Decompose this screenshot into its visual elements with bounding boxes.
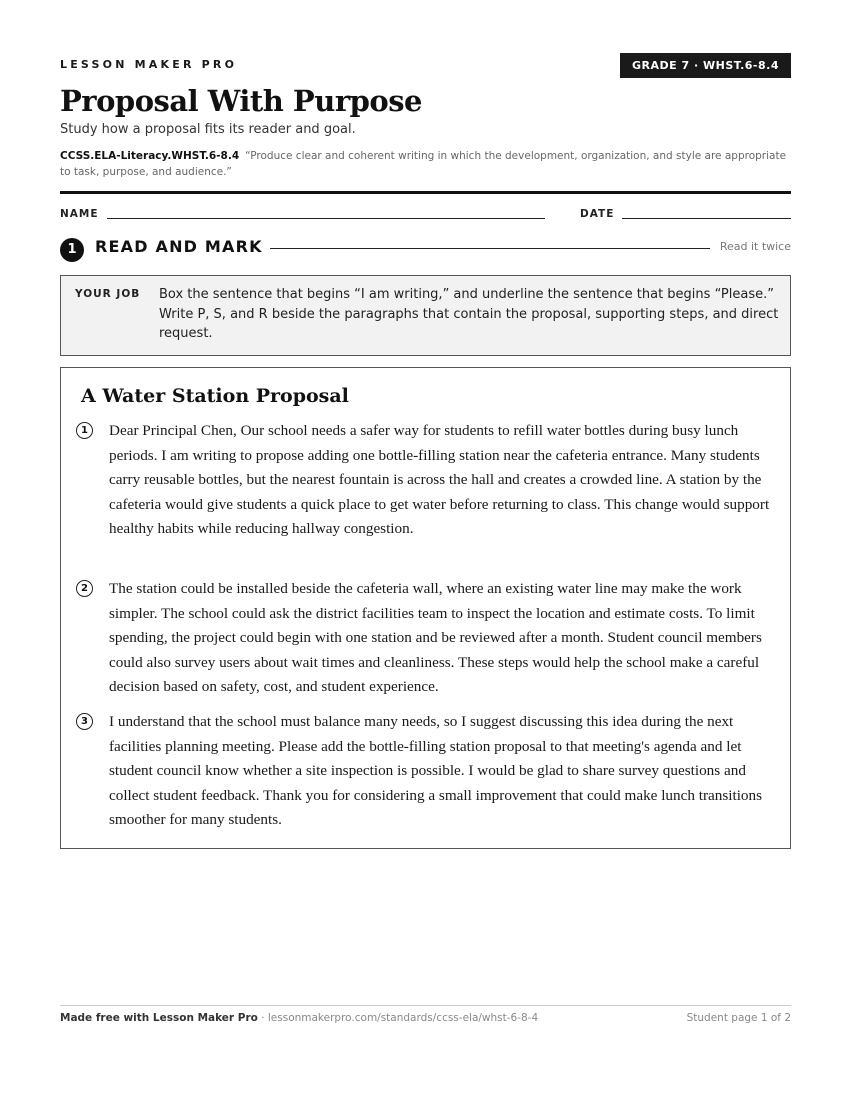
- footer-credit: [60, 1012, 538, 1024]
- date-field[interactable]: [622, 218, 791, 219]
- header-divider: [60, 191, 791, 194]
- your-job-box: [60, 275, 791, 356]
- your-job-label: YOUR JOB: [75, 288, 141, 300]
- page-subtitle: Study how a proposal fits its reader and goal.: [60, 122, 356, 137]
- standard-statement: [60, 148, 791, 180]
- footer-page-number: Student page 1 of 2: [686, 1012, 791, 1024]
- page-title: Proposal With Purpose: [60, 84, 422, 118]
- section-title: READ AND MARK: [95, 237, 263, 256]
- footer-separator: ·: [257, 1012, 268, 1024]
- paragraph-text: Dear Principal Chen, Our school needs a safer way for students to refill water bottles during busy lunch periods. I am writing to propose adding one bottle-filling station near the cafeteria entrance. Many students carry reusable bottles, but the nearest fountain is across the hall and creates a crowded line. A station by the cafeteria would give students a quick place to get water before returning to class. This change would support healthy habits while reducing hallway congestion.: [109, 422, 770, 538]
- standard-code: CCSS.ELA-Literacy.WHST.6-8.4: [60, 150, 240, 162]
- worksheet-page: [60, 0, 791, 1100]
- brand-name: LESSON MAKER PRO: [60, 58, 238, 71]
- your-job-instructions: Box the sentence that begins “I am writing,” and underline the sentence that begins “Please.” Write P, S, and R beside the paragraphs that contain the proposal, supporting steps, and direct request.: [159, 287, 779, 341]
- name-label: NAME: [60, 208, 99, 220]
- section-number-badge: 1: [60, 238, 84, 262]
- footer-url: lessonmakerpro.com/standards/ccss-ela/whst-6-8-4: [267, 1012, 539, 1024]
- paragraph-number: 1: [76, 422, 93, 439]
- date-label: DATE: [580, 208, 615, 220]
- grade-badge: GRADE 7 · WHST.6-8.4: [620, 53, 791, 78]
- reading-passage: [60, 367, 791, 849]
- paragraph-text: The station could be installed beside the cafeteria wall, where an existing water line may make the work simpler. The school could ask the district facilities team to inspect the location and estimate costs. To limit spending, the project could begin with one station and be reviewed after a month. Student council members could also survey users about wait times and cleanliness. These steps would help the school make a careful decision based on safety, cost, and student experience.: [109, 580, 762, 696]
- paragraph-number: 2: [76, 580, 93, 597]
- passage-title: A Water Station Proposal: [81, 385, 349, 407]
- footer-divider: [60, 1005, 791, 1006]
- section-divider: [270, 248, 710, 249]
- paragraph-text: I understand that the school must balance many needs, so I suggest discussing this idea during the next facilities planning meeting. Please add the bottle-filling station proposal to that meeting's agenda and let student council know whether a site inspection is possible. I would be glad to share survey questions and collect student feedback. Thank you for considering a small improvement that could make lunch transitions smoother for many students.: [109, 713, 763, 829]
- name-field[interactable]: [107, 218, 545, 219]
- footer-credit-text: Made free with Lesson Maker Pro: [60, 1012, 258, 1024]
- standard-text: “Produce clear and coherent writing in which the development, organization, and style are appropriate to task, purpose, and audience.”: [60, 150, 787, 178]
- section-note: Read it twice: [719, 240, 791, 253]
- paragraph-number: 3: [76, 713, 93, 730]
